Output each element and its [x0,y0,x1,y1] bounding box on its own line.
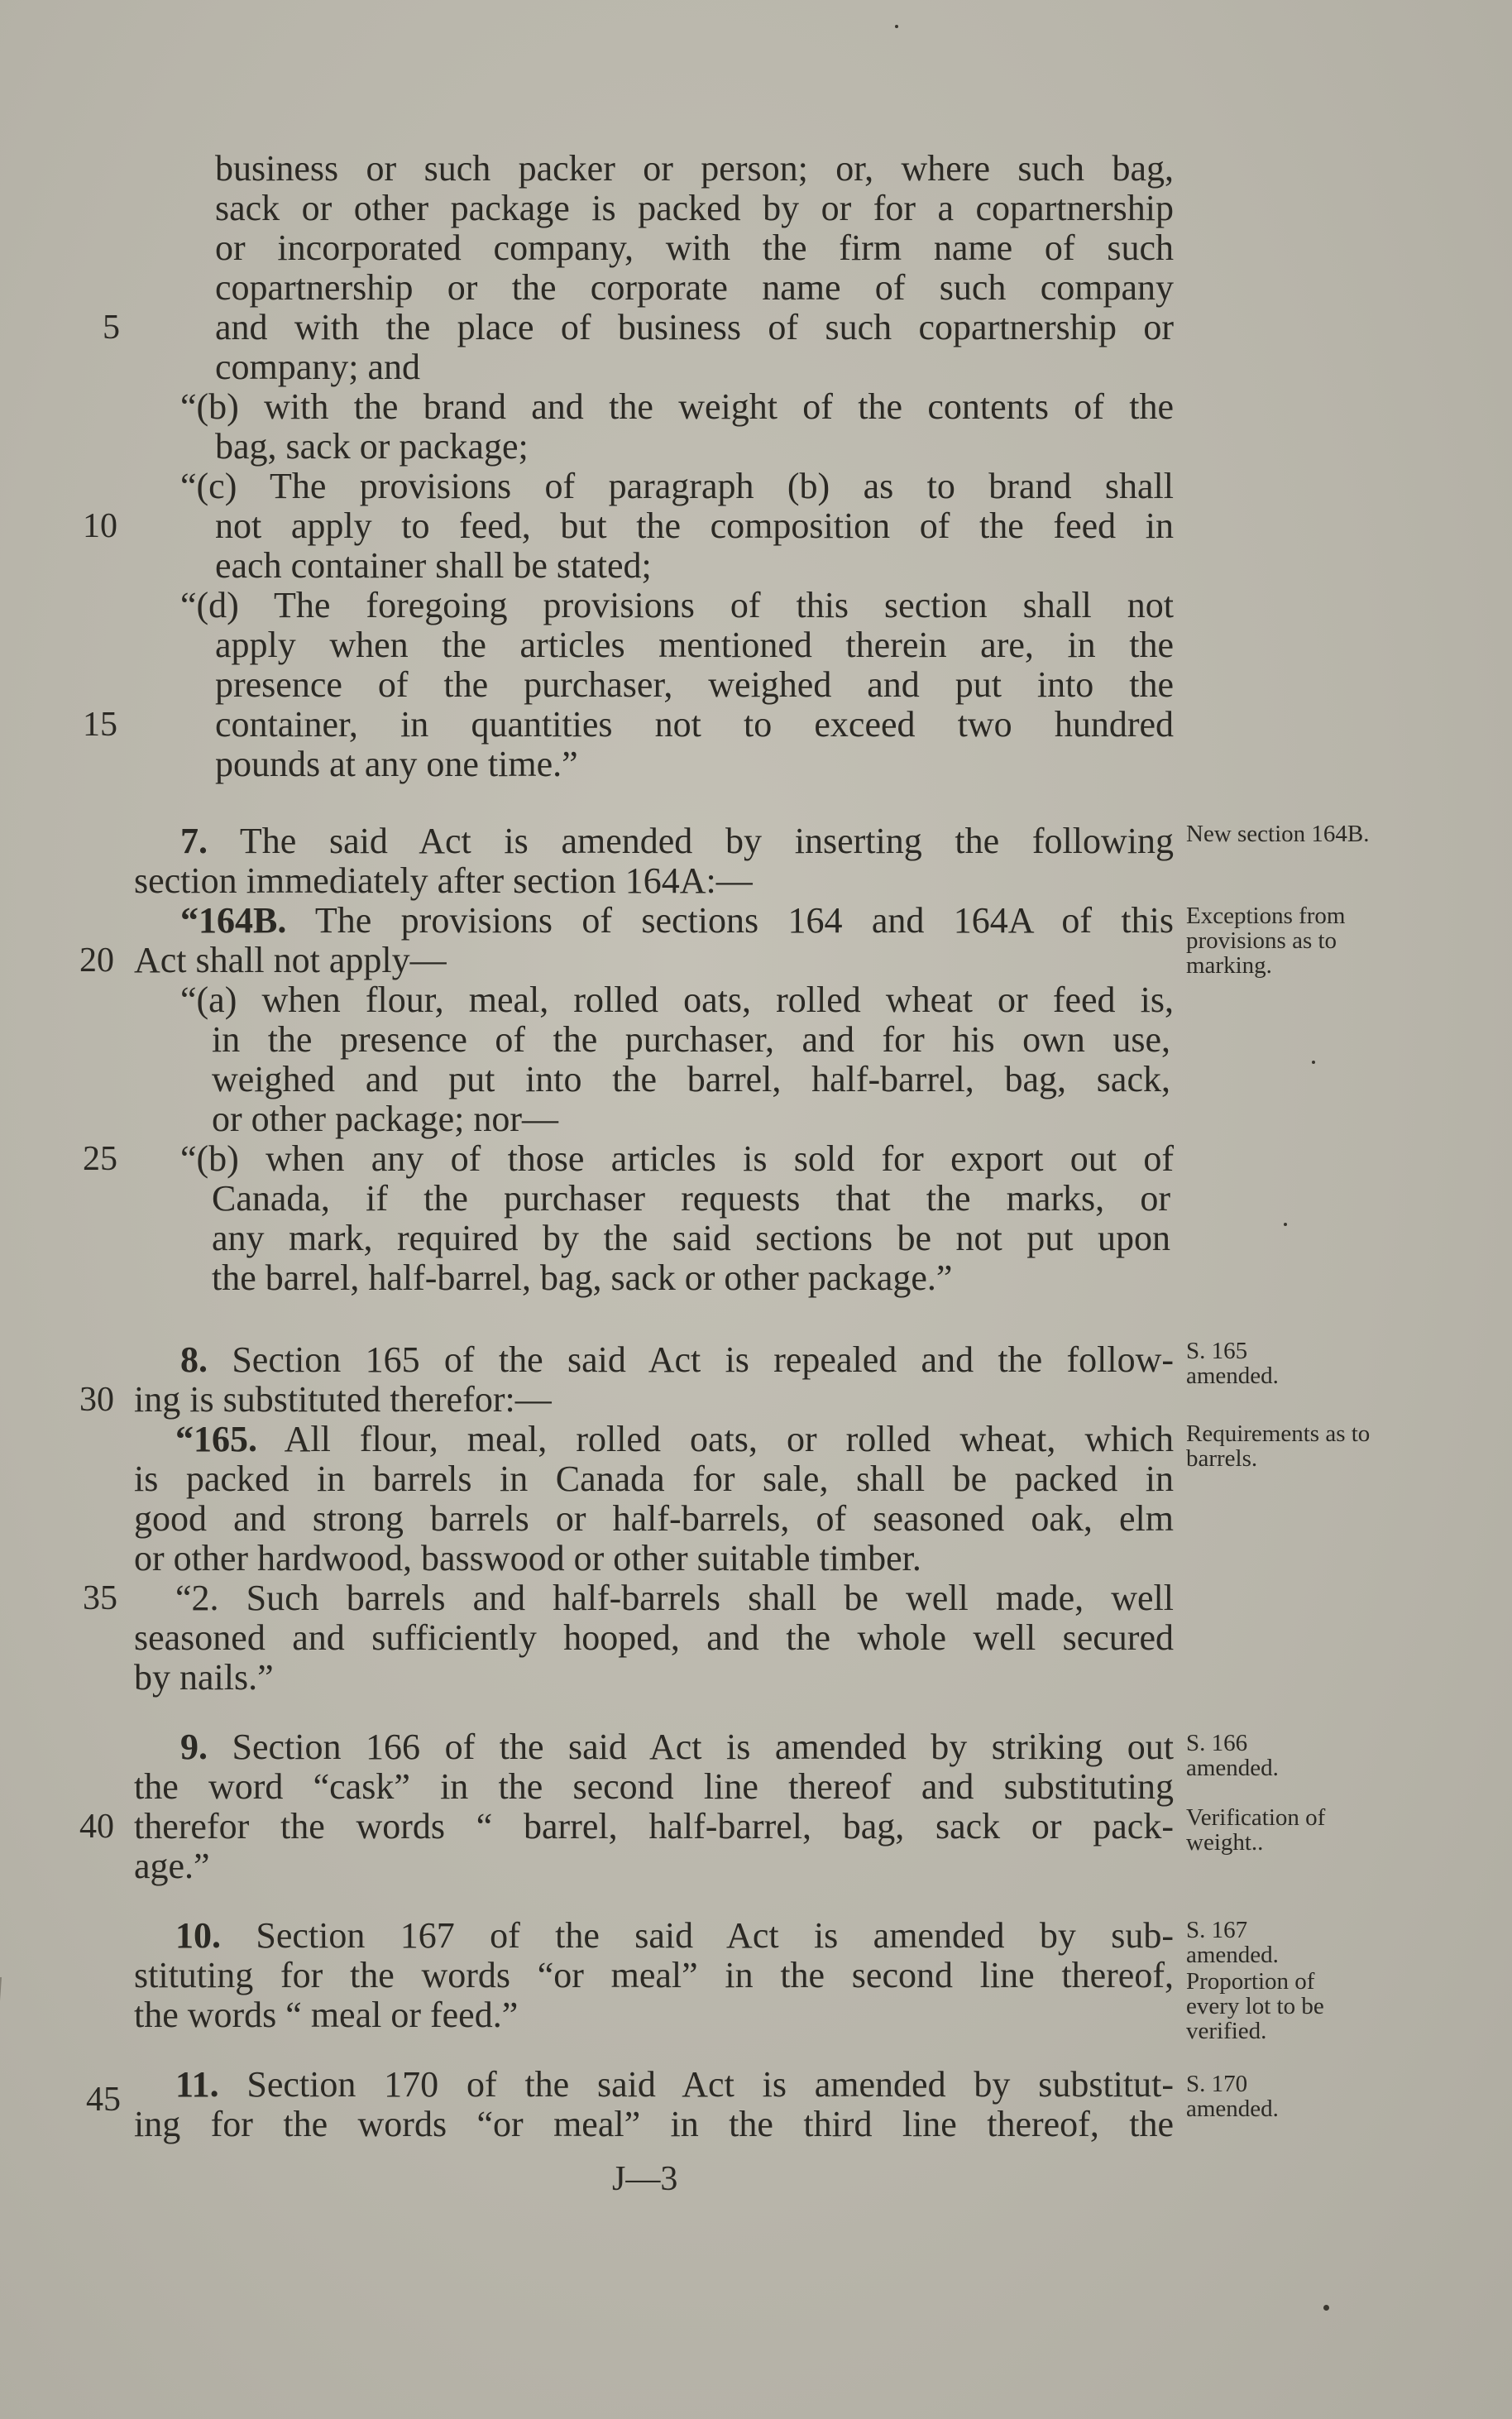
section-number: “165. [175,1419,257,1459]
line-number: 15 [83,706,117,744]
text-line: Section 170 of the said Act is amended by substitut- [246,2064,1174,2105]
text-line: seasoned and sufficiently hooped, and the whole well secured [134,1617,1174,1658]
line-number: 40 [79,1808,114,1846]
section-number: 7. [180,821,208,861]
text-line: the word “cask” in the second line thereof and substituting [134,1766,1174,1807]
text-line: therefor the words “ barrel, half-barrel, bag, sack or pack- [134,1806,1174,1847]
text-line: copartnership or the corporate name of such company [215,267,1174,308]
text-line: presence of the purchaser, weighed and put into the [215,664,1174,705]
paper-speck [1284,1223,1287,1226]
text-line: “(d) The foregoing provisions of this section shall not [180,585,1174,625]
text-line: or other package; nor— [212,1099,559,1139]
section-7-first-line [180,822,1174,861]
section-165-first-line [175,1420,1174,1459]
text-line: company; and [215,347,421,387]
section-number: “164B. [180,900,287,941]
text-line: sack or other package is packed by or for a copartnership [215,188,1174,228]
page-edge-shadow [0,1977,60,2391]
section-number: 11. [175,2064,219,2105]
text-line: age.” [134,1846,210,1886]
text-line: The provisions of sections 164 and 164A of this [314,900,1174,941]
text-line: stituting for the words “or meal” in the second line thereof, [134,1955,1174,1995]
margin-note-new-section: New section 164B. [1186,821,1370,847]
text-line: Section 166 of the said Act is amended by striking out [232,1727,1174,1767]
section-11-first-line [175,2065,1174,2105]
margin-note-exceptions: Exceptions from provisions as to marking. [1186,903,1346,979]
text-line: “(a) when flour, meal, rolled oats, rolled wheat or feed is, [180,980,1174,1020]
section-8-first-line [180,1340,1174,1380]
text-line: by nails.” [134,1657,274,1698]
text-line: is packed in barrels in Canada for sale, shall be packed in [134,1459,1174,1499]
text-line: in the presence of the purchaser, and for his own use, [212,1019,1170,1060]
page-footer: J—3 [612,2160,678,2198]
line-number: 35 [83,1579,117,1617]
text-line: All flour, meal, rolled oats, or rolled wheat, which [284,1419,1174,1459]
text-line: the words “ meal or feed.” [134,1995,519,2035]
text-line: “(c) The provisions of paragraph (b) as to brand shall [180,466,1174,506]
text-line: bag, sack or package; [215,426,529,467]
line-number: 25 [83,1140,117,1178]
margin-note-s166: S. 166 amended. [1186,1730,1279,1781]
margin-note-s170: S. 170 amended. [1186,2071,1279,2122]
text-line: ing is substituted therefor:— [134,1379,552,1420]
line-number: 30 [79,1381,114,1419]
text-line: each container shall be stated; [215,545,652,586]
margin-note-s167: S. 167 amended. [1186,1917,1279,1968]
section-number: 10. [175,1915,221,1956]
text-line: ing for the words “or meal” in the third line thereof, the [134,2104,1174,2144]
text-line: pounds at any one time.” [215,744,578,784]
section-9-first-line [180,1727,1174,1767]
text-line: Section 165 of the said Act is repealed and the follow- [232,1339,1174,1380]
text-line: not apply to feed, but the composition of the feed in [215,505,1174,546]
paper-speck [1323,2305,1329,2311]
text-line: The said Act is amended by inserting the following [239,821,1174,861]
text-line: Section 167 of the said Act is amended by sub- [256,1915,1174,1956]
paper-speck [895,25,898,28]
line-number: 45 [86,2081,121,2119]
text-line: or other hardwood, basswood or other suitable timber. [134,1538,921,1578]
text-line: Act shall not apply— [134,940,447,980]
text-line: the barrel, half-barrel, bag, sack or other package.” [212,1257,953,1298]
section-10-first-line [175,1916,1174,1956]
text-line: any mark, required by the said sections be not put upon [212,1218,1170,1258]
text-line: “(b) with the brand and the weight of the contents of the [180,386,1174,427]
line-number: 5 [103,309,120,347]
section-number: 8. [180,1339,208,1380]
margin-note-proportion: Proportion of every lot to be verified. [1186,1968,1324,2044]
margin-note-requirements: Requirements as to barrels. [1186,1420,1371,1472]
text-line: apply when the articles mentioned therein are, in the [215,625,1174,665]
line-number: 10 [83,507,117,545]
margin-note-s165: S. 165 amended. [1186,1338,1279,1389]
text-line: business or such packer or person; or, where such bag, [215,148,1174,189]
text-line: container, in quantities not to exceed two hundred [215,704,1174,745]
text-line: weighed and put into the barrel, half-barrel, bag, sack, [212,1059,1170,1099]
text-line: section immediately after section 164A:— [134,860,753,901]
text-line: good and strong barrels or half-barrels, of seasoned oak, elm [134,1498,1174,1539]
section-number: 9. [180,1727,208,1767]
text-line: and with the place of business of such copartnership or [215,307,1174,347]
margin-note-verification: Verification of weight.. [1186,1804,1326,1856]
text-line: Canada, if the purchaser requests that the marks, or [212,1178,1170,1219]
text-line: “2. Such barrels and half-barrels shall be well made, well [175,1578,1174,1618]
text-line: “(b) when any of those articles is sold for export out of [180,1138,1174,1179]
paper-speck [1312,1061,1315,1064]
section-164b-first-line [180,901,1174,941]
line-number: 20 [79,941,114,980]
text-line: or incorporated company, with the firm name of such [215,228,1174,268]
